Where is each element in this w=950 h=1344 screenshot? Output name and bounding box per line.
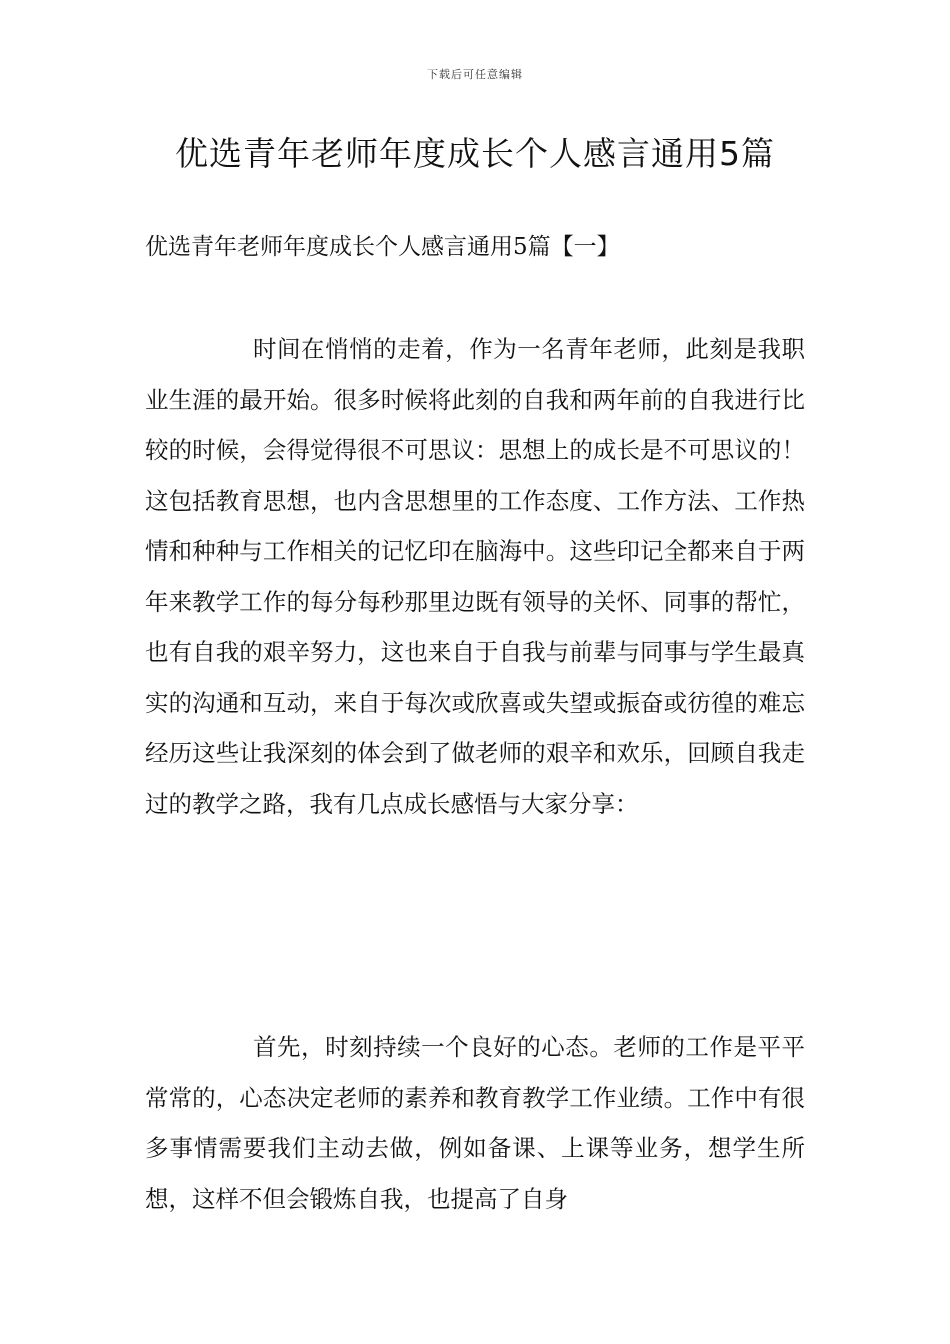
paragraph: 时间在悄悄的走着，作为一名青年老师，此刻是我职业生涯的最开始。很多时候将此刻的自我和两年前的自我进行比较的时候，会得觉得很不可思议：思想上的成长是不可思议的！这包括教育思想，也内含思想里的工作态度、工作方法、工作热情和种种与工作相关的记忆印在脑海中。这些印记全都来自于两年来教学工作的每分每秒那里边既有领导的关怀、同事的帮忙，也有自我的艰辛努力，这也来自于自我与前辈与同事与学生最真实的沟通和互动，来自于每次或欣喜或失望或振奋或彷徨的难忘经历这些让我深刻的体会到了做老师的艰辛和欢乐，回顾自我走过的教学之路，我有几点成长感悟与大家分享： (145, 335, 805, 818)
document-title: 优选青年老师年度成长个人感言通用5篇 (175, 134, 775, 173)
header-note: 下载后可任意编辑 (427, 68, 523, 81)
paragraph: 首先，时刻持续一个良好的心态。老师的工作是平平常常的，心态决定老师的素养和教育教学工作业绩。工作中有很多事情需要我们主动去做，例如备课、上课等业务，想学生所想，这样不但会锻炼自我，也提高了自身 (145, 1033, 805, 1213)
section-heading: 优选青年老师年度成长个人感言通用5篇【一】 (145, 234, 620, 260)
